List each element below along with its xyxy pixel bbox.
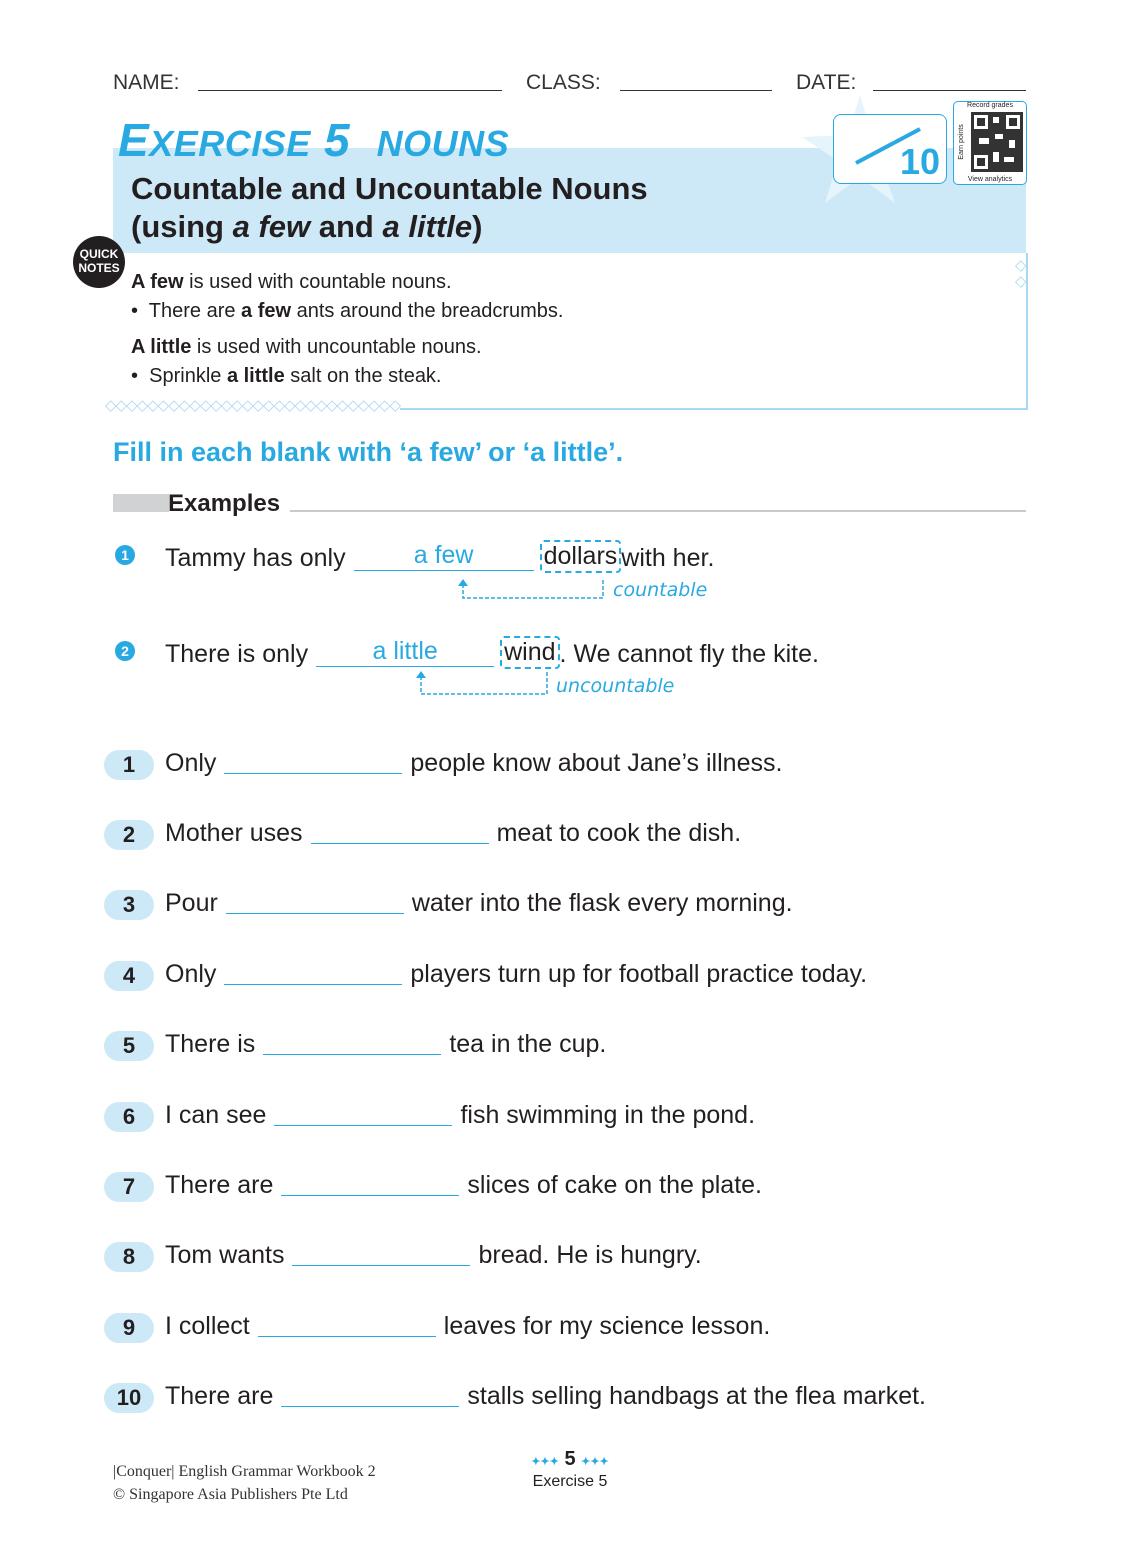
page-number: ✦✦✦ 5 ✦✦✦ xyxy=(531,1448,609,1470)
class-label: CLASS: xyxy=(526,71,601,94)
class-field[interactable] xyxy=(620,90,772,91)
question-prefix: Pour xyxy=(165,889,218,917)
question-sentence xyxy=(165,819,741,848)
date-label: DATE: xyxy=(796,71,857,94)
question-suffix: slices of cake on the plate. xyxy=(467,1171,763,1199)
sparkle-icon: ✦✦✦ xyxy=(581,1456,609,1468)
example-tag: countable xyxy=(613,579,708,601)
question-prefix: Only xyxy=(165,960,217,988)
question-prefix: Tom wants xyxy=(165,1241,285,1269)
example-answer: a few xyxy=(354,541,534,571)
question-number-badge: 8 xyxy=(104,1242,154,1272)
question-sentence xyxy=(165,749,782,778)
qr-code-icon xyxy=(971,112,1023,172)
example-noun: wind xyxy=(500,636,559,669)
question-sentence xyxy=(165,1312,770,1341)
sparkle-icon: ✦✦✦ xyxy=(531,1456,559,1468)
example-tag: uncountable xyxy=(556,675,675,697)
answer-blank[interactable] xyxy=(224,772,402,774)
example-arrow-icon xyxy=(455,578,610,604)
footer-exercise: Exercise 5 xyxy=(532,1473,608,1490)
date-field[interactable] xyxy=(873,90,1026,91)
question-prefix: There are xyxy=(165,1382,274,1410)
question-number-badge: 2 xyxy=(104,820,154,850)
question-sentence xyxy=(165,960,867,989)
question-prefix: I can see xyxy=(165,1101,267,1129)
answer-blank[interactable] xyxy=(281,1194,459,1196)
note-example-a-little: • Sprinkle a little salt on the steak. xyxy=(131,365,442,387)
question-number-badge: 5 xyxy=(104,1031,154,1061)
question-suffix: tea in the cup. xyxy=(449,1030,607,1058)
question-sentence xyxy=(165,1030,606,1059)
footer-copyright: © Singapore Asia Publishers Pte Ltd xyxy=(113,1486,348,1503)
qr-top-label: Record grades xyxy=(967,102,1013,109)
example-sentence: Tammy has only a few dollars with her. xyxy=(165,541,715,572)
example-arrow-icon xyxy=(413,670,553,698)
question-prefix: There is xyxy=(165,1030,256,1058)
question-sentence xyxy=(165,1171,762,1200)
answer-blank[interactable] xyxy=(226,912,404,914)
exercise-title: EXERCISE 5 NOUNS xyxy=(118,114,510,166)
question-suffix: people know about Jane’s illness. xyxy=(410,749,783,777)
answer-blank[interactable] xyxy=(292,1264,470,1266)
question-sentence xyxy=(165,889,793,918)
diamond-side-icon: ◇ ◇ xyxy=(1015,257,1027,290)
question-suffix: stalls selling handbags at the flea market. xyxy=(467,1382,926,1410)
score-box xyxy=(833,114,947,184)
question-sentence xyxy=(165,1241,702,1270)
score-total: 10 xyxy=(899,141,940,182)
question-number-badge: 3 xyxy=(104,890,154,920)
answer-blank[interactable] xyxy=(281,1405,459,1407)
question-number-badge: 6 xyxy=(104,1102,154,1132)
qr-box[interactable] xyxy=(953,101,1027,185)
subtitle: Countable and Uncountable Nouns (using a few and a little) xyxy=(131,171,648,244)
question-sentence xyxy=(165,1382,926,1411)
question-suffix: leaves for my science lesson. xyxy=(443,1312,771,1340)
example-answer: a little xyxy=(316,637,494,667)
examples-heading: Examples xyxy=(168,490,281,517)
question-number-badge: 10 xyxy=(104,1383,154,1413)
example-noun: dollars xyxy=(540,540,622,573)
answer-blank[interactable] xyxy=(311,842,489,844)
examples-bar xyxy=(113,494,169,512)
name-field[interactable] xyxy=(198,90,502,91)
question-number-badge: 4 xyxy=(104,961,154,991)
question-number-badge: 1 xyxy=(104,750,154,780)
question-suffix: meat to cook the dish. xyxy=(496,819,742,847)
name-label: NAME: xyxy=(113,71,180,94)
answer-blank[interactable] xyxy=(224,983,402,985)
qr-side-label: Earn points xyxy=(958,124,965,160)
answer-blank[interactable] xyxy=(274,1124,452,1126)
example-number: 2 xyxy=(115,641,135,661)
question-suffix: players turn up for football practice today. xyxy=(410,960,868,988)
example-sentence: There is only a little wind . We cannot fly the kite. xyxy=(165,637,819,668)
question-suffix: bread. He is hungry. xyxy=(478,1241,702,1269)
note-rule-a-few: A few is used with countable nouns. xyxy=(131,271,452,293)
question-number-badge: 7 xyxy=(104,1172,154,1202)
question-prefix: Mother uses xyxy=(165,819,303,847)
quick-notes-badge: QUICK NOTES xyxy=(73,236,125,288)
answer-blank[interactable] xyxy=(258,1335,436,1337)
example-number: 1 xyxy=(115,545,135,565)
question-sentence xyxy=(165,1101,755,1130)
question-prefix: Only xyxy=(165,749,217,777)
instruction: Fill in each blank with ‘a few’ or ‘a little’. xyxy=(113,437,624,467)
qr-bottom-label: View analytics xyxy=(967,176,1013,183)
question-prefix: I collect xyxy=(165,1312,250,1340)
question-suffix: water into the flask every morning. xyxy=(411,889,793,917)
answer-blank[interactable] xyxy=(263,1053,441,1055)
note-rule-a-little: A little is used with uncountable nouns. xyxy=(131,336,482,358)
question-number-badge: 9 xyxy=(104,1313,154,1343)
examples-divider xyxy=(290,510,1026,512)
question-suffix: fish swimming in the pond. xyxy=(460,1101,756,1129)
question-prefix: There are xyxy=(165,1171,274,1199)
note-example-a-few: • There are a few ants around the breadcrumbs. xyxy=(131,300,564,322)
diamond-border-icon: ◇◇◇◇◇◇◇◇◇◇◇◇◇◇◇◇◇◇◇◇◇◇◇◇◇◇◇◇ xyxy=(105,397,400,414)
footer-book-title: |Conquer| English Grammar Workbook 2 xyxy=(113,1463,376,1480)
